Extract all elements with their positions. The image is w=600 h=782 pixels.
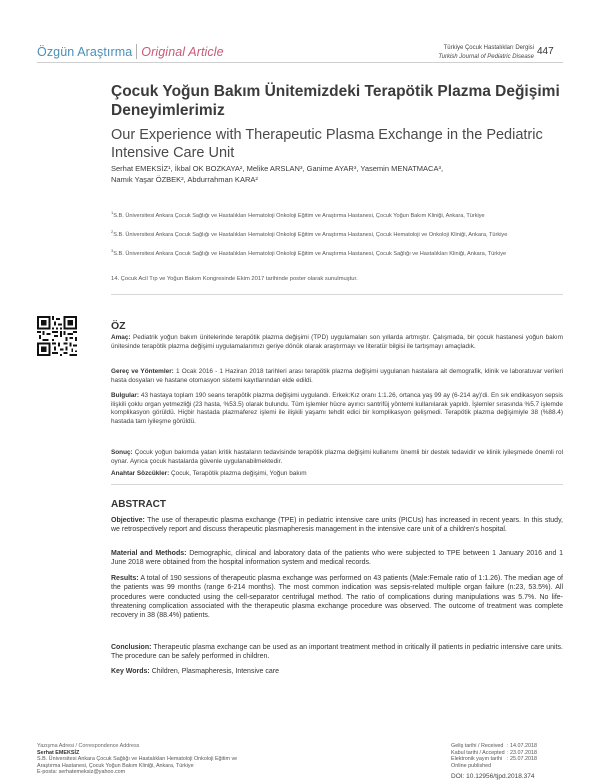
date-value: : 14.07.2018	[507, 743, 537, 749]
paragraph-text: A total of 190 sessions of therapeutic plasma exchange was performed on 43 patients (Male:Female ratio of 1:1.26). The median age of the patients was 99 months (range 6-214 months). The most common indication was sepsis-related multiple organ failure (n:23, 53.5%). All procedures were conducted using the cell-separator centrifugal method. The ratio of complications during manipulations was 5.7%. No life-threatening complication associated with the therapeutic plasma exchange procedure was observed. The outcome of treatment was complete recovery in 38 (88.4%) patients.	[111, 575, 563, 620]
paragraph-text: 43 hastaya toplam 190 seans terapötik plazma değişimi uygulandı. Erkek:Kız oranı 1:1.26, ortanca yaş 99 ay (6-214 ay)'di. En sık endikasyon sepsis ilişkili çoklu organ yetmezliği (23 hasta, %53.5) olarak bulundu. Tüm işlemler hücre ayırıcı santrifüj yöntemi kullanılarak yapıldı. İşlemler sırasında %5.7 işlemde komplikasyon görüldü. Hiçbir hastada plazmaferez işlemi ile ilişkili yaşamı tehdit edici bir komplikasyon gelişmedi. Terapötik plazma değişimiyle 38 (%88.4) hastada tam iyileşme görüldü.	[111, 392, 563, 425]
oz-heading: ÖZ	[111, 320, 126, 332]
paragraph-label: Objective:	[111, 517, 145, 524]
correspondence-line: S.B. Üniversitesi Ankara Çocuk Sağlığı ve Hastalıkları Hematoloji Onkoloji Eğitim ve	[37, 756, 238, 762]
affiliation-1	[111, 209, 561, 220]
paragraph-label: Amaç:	[111, 334, 131, 341]
paragraph-label: Results:	[111, 575, 139, 582]
doi[interactable]: DOI: 10.12956/tjpd.2018.374	[451, 773, 535, 780]
date-value: : 25.07.2018	[507, 756, 537, 762]
date-value: : 23.07.2018	[507, 749, 537, 756]
authors-line-1: Serhat EMEKSİZ¹, İkbal OK BOZKAYA², Melike ARSLAN³, Ganime AYAR³, Yasemin MENATMACA³,	[111, 164, 444, 173]
date-value	[507, 763, 587, 770]
journal-name-en: Turkish Journal of Pediatric Disease	[438, 53, 534, 60]
affiliation-2	[111, 228, 561, 239]
correspondence-name: Serhat EMEKSİZ	[37, 749, 80, 756]
correspondence-line: Araştırma Hastanesi, Çocuk Yoğun Bakım Kliniği, Ankara, Türkiye	[37, 762, 194, 769]
paragraph-label: Anahtar Sözcükler:	[111, 470, 170, 477]
divider	[136, 44, 137, 59]
correspondence-label: Yazışma Adresi / Correspondence Address	[37, 743, 140, 749]
date-label: Elektronik yayın tarihi	[451, 756, 503, 762]
section-divider	[111, 484, 563, 485]
title-turkish: Çocuk Yoğun Bakım Ünitemizdeki Terapötik Plazma Değişimi Deneyimlerimiz	[111, 83, 560, 119]
abstract-methods	[111, 549, 563, 568]
qr-code-icon	[37, 316, 77, 356]
affiliation-number: 2	[111, 229, 114, 234]
article-dates	[451, 743, 591, 769]
date-label: Geliş tarihi / Received	[451, 743, 504, 749]
paragraph-label: Material and Methods:	[111, 550, 187, 557]
affiliation-text: S.B. Üniversitesi Ankara Çocuk Sağlığı ve Hastalıkları Hematoloji Onkoloji Eğitim ve Araştırma Hastanesi, Çocuk Hematoloji ve Onkoloji Kliniği, Ankara, Türkiye	[113, 231, 508, 238]
oz-gerec-yontem	[111, 368, 563, 385]
oz-keywords	[111, 470, 563, 479]
paragraph-label: Bulgular:	[111, 392, 140, 399]
paragraph-text: Children, Plasmapheresis, Intensive care	[151, 668, 279, 675]
author-list	[111, 163, 566, 185]
date-row	[451, 763, 591, 770]
article-type-label	[37, 44, 224, 59]
abstract-conclusion	[111, 643, 563, 662]
paragraph-label: Conclusion:	[111, 644, 152, 651]
date-label: Kabul tarihi / Accepted	[451, 749, 505, 756]
header-divider	[37, 62, 563, 63]
title-english: Our Experience with Therapeutic Plasma Exchange in the Pediatric Intensive Care Unit	[111, 127, 543, 161]
affiliation-3	[111, 247, 561, 258]
abstract-results	[111, 574, 563, 620]
affiliation-number: 1	[111, 210, 114, 215]
abstract-keywords	[111, 667, 563, 676]
paragraph-label: Gereç ve Yöntemler:	[111, 368, 174, 375]
paragraph-label: Key Words:	[111, 668, 150, 675]
oz-sonuc	[111, 449, 563, 466]
correspondence-address	[37, 743, 337, 776]
journal-name-tr: Türkiye Çocuk Hastalıkları Dergisi	[443, 45, 534, 51]
paragraph-text: Pediatrik yoğun bakım ünitelerinde terapötik plazma değişimi (TPD) uygulamaları son yıllarda artmıştır. Çalışmada, bir çocuk hastanesi yoğun bakım ünitesinde terapötik plazma değişimi uygulamalarımızı geriye dönük olarak araştırmayı ve literatür bilgisi ile tartışmayı amaçladık.	[111, 334, 563, 350]
paragraph-text: The use of therapeutic plasma exchange (TPE) in pediatric intensive care units (PICUs) has increased in recent years. In this study, we retrospectively report and discuss therapeutic plasmapheresis management in the intensive care unit of a children's hospital.	[111, 517, 564, 534]
page-number: 447	[537, 46, 554, 57]
correspondence-email[interactable]: E-posta: serhatemeksiz@yahoo.com	[37, 769, 126, 775]
authors-line-2: Namık Yaşar ÖZBEK², Abdurrahman KARA²	[111, 175, 258, 184]
journal-name	[438, 44, 534, 61]
paragraph-label: Sonuç:	[111, 449, 133, 456]
section-label-tr: Özgün Araştırma	[37, 45, 133, 59]
paragraph-text: Çocuk, Terapötik plazma değişimi, Yoğun bakım	[171, 470, 307, 477]
paragraph-text: Çocuk yoğun bakımda yatan kritik hastaların tedavisinde terapötik plazma değişimi kullanımı önemli bir destek tedavidir ve klinik iyileşmede önemli rol oynar. Ayrıca çocuk hastalarda güvenle uygulanabilmektedir.	[111, 449, 564, 465]
oz-amac	[111, 334, 563, 351]
section-divider	[111, 294, 563, 295]
affiliation-number: 3	[111, 248, 114, 253]
abstract-heading: ABSTRACT	[111, 499, 166, 510]
abstract-objective	[111, 516, 563, 535]
date-label: Online published	[451, 762, 492, 769]
affiliation-text: S.B. Üniversitesi Ankara Çocuk Sağlığı ve Hastalıkları Hematoloji Onkoloji Eğitim ve Araştırma Hastanesi, Çocuk Yoğun Bakım Kliniği, Ankara, Türkiye	[113, 212, 485, 219]
congress-note: 14. Çocuk Acil Tıp ve Yoğun Bakım Kongresinde Ekim 2017 tarihinde poster olarak sunulmuştur.	[111, 276, 358, 282]
oz-bulgular	[111, 392, 563, 426]
paragraph-text: Therapeutic plasma exchange can be used as an important treatment method in critically ill patients in pediatric intensive care units. The procedure can be safely performed in children.	[111, 644, 563, 661]
paragraph-text: Demographic, clinical and laboratory data of the patients who were subjected to TPE between 1 January 2016 and 1 June 2018 were obtained from the hospital information system and medical records.	[111, 550, 563, 567]
section-label-en: Original Article	[141, 45, 224, 59]
paragraph-text: 1 Ocak 2016 - 1 Haziran 2018 tarihleri arası terapötik plazma değişimi uygulanan hastalara ait demografik, klinik ve laboratuvar verileri hasta dosyaları ve hastane otomasyon sistemi kayıtlarından elde edildi.	[111, 368, 563, 384]
affiliation-text: S.B. Üniversitesi Ankara Çocuk Sağlığı ve Hastalıkları Hematoloji Onkoloji Eğitim ve Araştırma Hastanesi, Çocuk Sağlığı ve Hastalıkları Kliniği, Ankara, Türkiye	[113, 250, 507, 257]
